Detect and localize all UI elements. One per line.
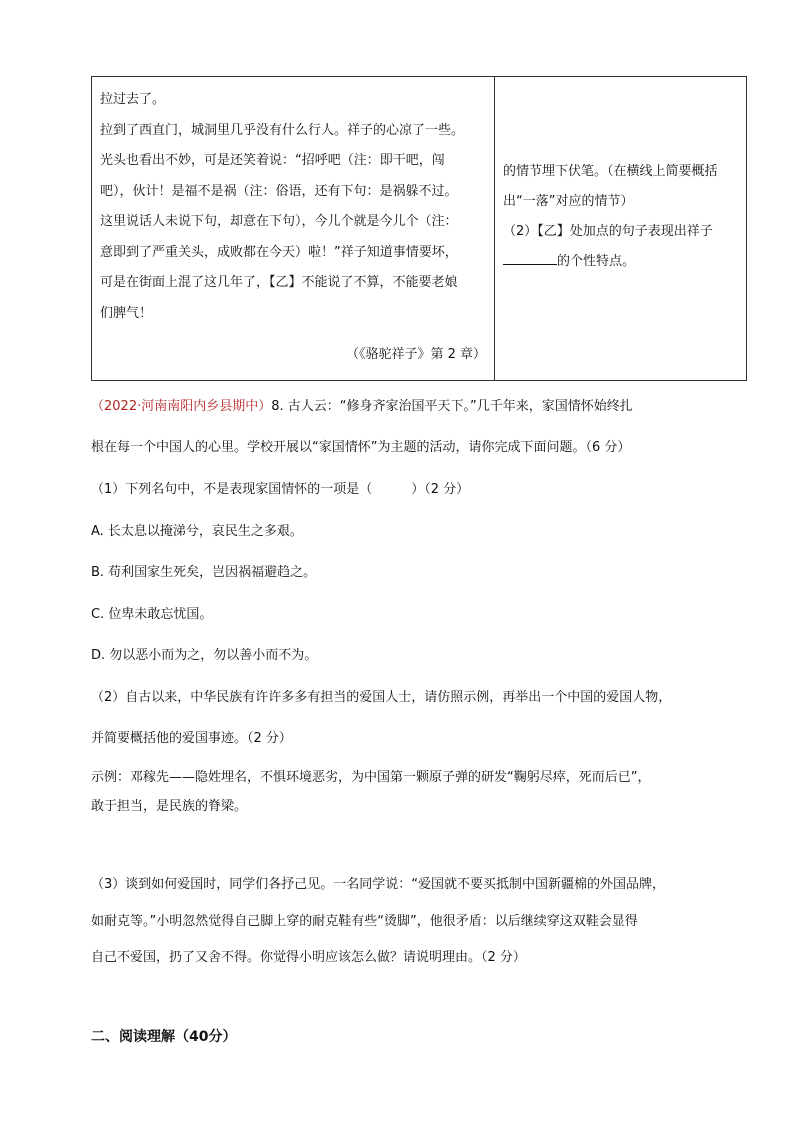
q8-sub1: （1）下列名句中，不是表现家国情怀的一项是（ ）（2 分） [91, 482, 470, 497]
passage-line: 可是在街面上混了这几年了，【乙】不能说了不算，不能要老娘 [100, 275, 458, 290]
passage-source: （《骆驼祥子》第 2 章） [345, 347, 486, 362]
box-q1-line1: 的情节埋下伏笔。（在横线上简要概括 [503, 164, 718, 179]
section-heading: 二、阅读理解（40分） [91, 1029, 237, 1045]
passage-line: 吧），伙计！是福不是祸（注：俗语，还有下句：是祸躲不过。 [100, 183, 458, 199]
q8-intro-line2: 根在每一个中国人的心里。学校开展以“家国情怀”为主题的活动，请你完成下面问题。（6 分） [91, 440, 631, 455]
passage-line: 们脾气！ [100, 305, 153, 321]
example-line1: 示例：邓稼先——隐姓埋名，不惧环境恶劣，为中国第一颗原子弹的研发“鞠躬尽瘁，死而后已”， [91, 770, 651, 785]
answer-blank[interactable] [503, 250, 557, 265]
passage-line: 拉到了西直门，城洞里几乎没有什么行人。祥子的心凉了一些。 [100, 122, 465, 138]
passage-line: 意即到了严重关头，成败都在今天）啦！”祥子知道事情要坏， [100, 244, 458, 260]
passage-line: 拉过去了。 [100, 92, 166, 107]
q8-intro-text: 8. 古人云：“修身齐家治国平天下。”几千年来，家国情怀始终扎 [271, 399, 633, 414]
example-line2: 敢于担当，是民族的脊梁。 [91, 799, 248, 814]
passage-line: 光头也看出不妙，可是还笑着说：“招呼吧（注：即干吧，闯 [100, 153, 445, 168]
source-tag: （2022·河南南阳内乡县期中） [91, 399, 272, 414]
box-q1-line2: 出“一落”对应的情节） [503, 194, 634, 209]
option-b: B. 苟利国家生死矣，岂因祸福避趋之。 [91, 565, 317, 580]
box-q2-line1: （2）【乙】处加点的句子表现出祥子 [503, 224, 713, 239]
q8-sub3-line3: 自己不爱国，扔了又舍不得。你觉得小明应该怎么做？请说明理由。（2 分） [91, 950, 526, 965]
q8-sub2-line2: 并简要概括他的爱国事迹。（2 分） [91, 731, 292, 746]
option-d: D. 勿以恶小而为之，勿以善小而不为。 [91, 648, 318, 663]
option-c: C. 位卑未敢忘忧国。 [91, 607, 213, 622]
questions-cell [495, 77, 746, 380]
q8-sub3-line2: 如耐克等。”小明忽然觉得自己脚上穿的耐克鞋有些“烫脚”，他很矛盾：以后继续穿这双鞋会显得 [91, 914, 638, 929]
passage-table [91, 76, 747, 381]
passage-line: 这里说话人未说下句，却意在下句），今儿个就是今儿个（注： [100, 214, 458, 229]
q8-intro-line1 [91, 395, 731, 414]
q8-sub3-line1: （3）谈到如何爱国时，同学们各抒己见。一名同学说：“爱国就不要买抵制中国新疆棉的外国品牌， [91, 877, 666, 892]
box-q2-line2-text: 的个性特点。 [557, 254, 636, 269]
passage-cell [92, 77, 495, 380]
box-q2-line2 [503, 247, 738, 277]
option-a: A. 长太息以掩涕兮，哀民生之多艰。 [91, 524, 303, 539]
q8-sub2-line1: （2）自古以来，中华民族有许许多多有担当的爱国人士，请仿照示例，再举出一个中国的爱国人物， [91, 690, 672, 705]
